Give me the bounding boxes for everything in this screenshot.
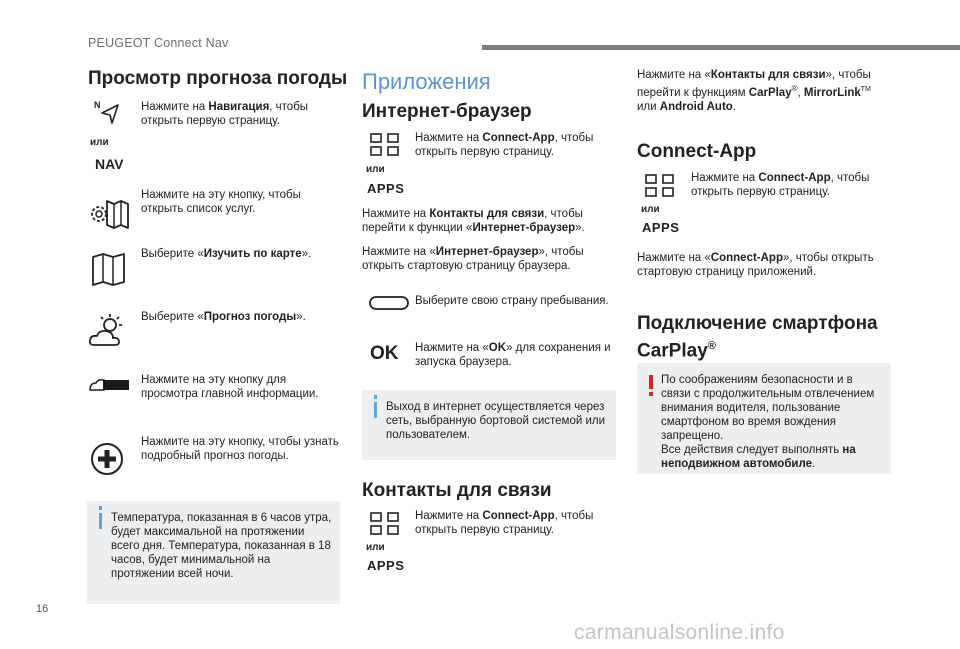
info-icon	[99, 506, 102, 510]
weather-sun-cloud-icon[interactable]	[88, 313, 128, 349]
browser-subtitle: Интернет-браузер	[362, 101, 532, 122]
weather-step3: Выберите «Изучить по карте».	[141, 248, 312, 260]
contacts-step1: Нажмите на Connect-App, чтобы открыть первую страницу.	[415, 510, 594, 536]
apps-title: Приложения	[362, 69, 491, 94]
or-label: или	[641, 204, 660, 215]
info-bar	[374, 402, 377, 418]
browser-note-text: Выход в интернет осуществляется через сеть, выбранную бортовой системой или пользователем.	[386, 401, 606, 441]
browser-step4: Выберите свою страну пребывания.	[415, 295, 609, 307]
connect-app-subtitle: Connect-App	[637, 141, 757, 162]
carplay-warning-text: По соображениям безопасности и в связи с продолжительным отвлечением внимания водителя, пользование смартфоном во время вождения запрещено. Все действия следует выполнять на неподвижном автомобиле.	[661, 374, 875, 470]
browser-note-box	[362, 390, 616, 460]
apps-button[interactable]: APPS	[367, 558, 405, 573]
weather-step6: Нажмите на эту кнопку, чтобы узнать подробный прогноз погоды.	[141, 436, 339, 462]
navigation-arrow-icon	[94, 99, 124, 129]
browser-step2: Нажмите на Контакты для связи, чтобы перейти к функции «Интернет-браузер».	[362, 208, 585, 234]
contacts-subtitle: Контакты для связи	[362, 480, 552, 501]
connect-app-step1: Нажмите на Connect-App, чтобы открыть первую страницу.	[691, 172, 870, 198]
weather-step5: Нажмите на эту кнопку для просмотра главной информации.	[141, 374, 319, 400]
ok-button[interactable]: OK	[370, 343, 399, 364]
carplay-subtitle: Подключение смартфона CarPlay®	[637, 313, 878, 362]
nav-button[interactable]: NAV	[95, 156, 124, 172]
warning-dot	[649, 392, 653, 396]
header-rule	[482, 45, 960, 50]
weather-step2: Нажмите на эту кнопку, чтобы открыть список услуг.	[141, 189, 301, 215]
apps-grid-icon[interactable]	[645, 174, 675, 198]
warning-icon	[649, 375, 653, 389]
weather-note-text: Температура, показанная в 6 часов утра, будет максимальной на протяжении всего дня. Температура, показанная в 18 часов, будет минимальной на протяжении всей ночи.	[111, 512, 332, 580]
weather-info-button-icon[interactable]	[88, 377, 130, 393]
weather-title: Просмотр прогноза погоды	[88, 68, 348, 89]
country-selector-icon[interactable]	[369, 296, 409, 310]
services-gear-icon[interactable]	[89, 197, 129, 231]
browser-step5: Нажмите на «OK» для сохранения и запуска браузера.	[415, 342, 611, 368]
page-number: 16	[36, 603, 49, 615]
brand-header: PEUGEOT Connect Nav	[88, 36, 229, 50]
svg-text:N: N	[94, 100, 101, 110]
watermark: carmanualsonline.info	[574, 621, 785, 644]
info-bar	[99, 513, 102, 529]
weather-note-box	[87, 501, 340, 604]
weather-step1: Нажмите на Навигация, чтобы открыть первую страницу.	[141, 101, 309, 127]
contacts-intro: Нажмите на «Контакты для связи», чтобы перейти к функциям CarPlay®, MirrorLink™ или Android Auto.	[637, 69, 871, 113]
connect-app-step2: Нажмите на «Connect-App», чтобы открыть стартовую страницу приложений.	[637, 252, 874, 278]
weather-step4: Выберите «Прогноз погоды».	[141, 311, 306, 323]
apps-button[interactable]: APPS	[642, 220, 680, 235]
browser-step3: Нажмите на «Интернет-браузер», чтобы открыть стартовую страницу браузера.	[362, 246, 584, 272]
map-icon[interactable]	[91, 253, 127, 287]
info-icon	[374, 395, 377, 399]
apps-grid-icon[interactable]	[370, 133, 400, 157]
or-label: или	[366, 164, 385, 175]
apps-grid-icon[interactable]	[370, 512, 400, 536]
or-label: или	[90, 137, 109, 148]
carplay-warning-box	[637, 363, 891, 474]
or-label: или	[366, 542, 385, 553]
plus-detail-icon[interactable]	[90, 442, 124, 476]
apps-button[interactable]: APPS	[367, 181, 405, 196]
browser-step1: Нажмите на Connect-App, чтобы открыть первую страницу.	[415, 132, 594, 158]
